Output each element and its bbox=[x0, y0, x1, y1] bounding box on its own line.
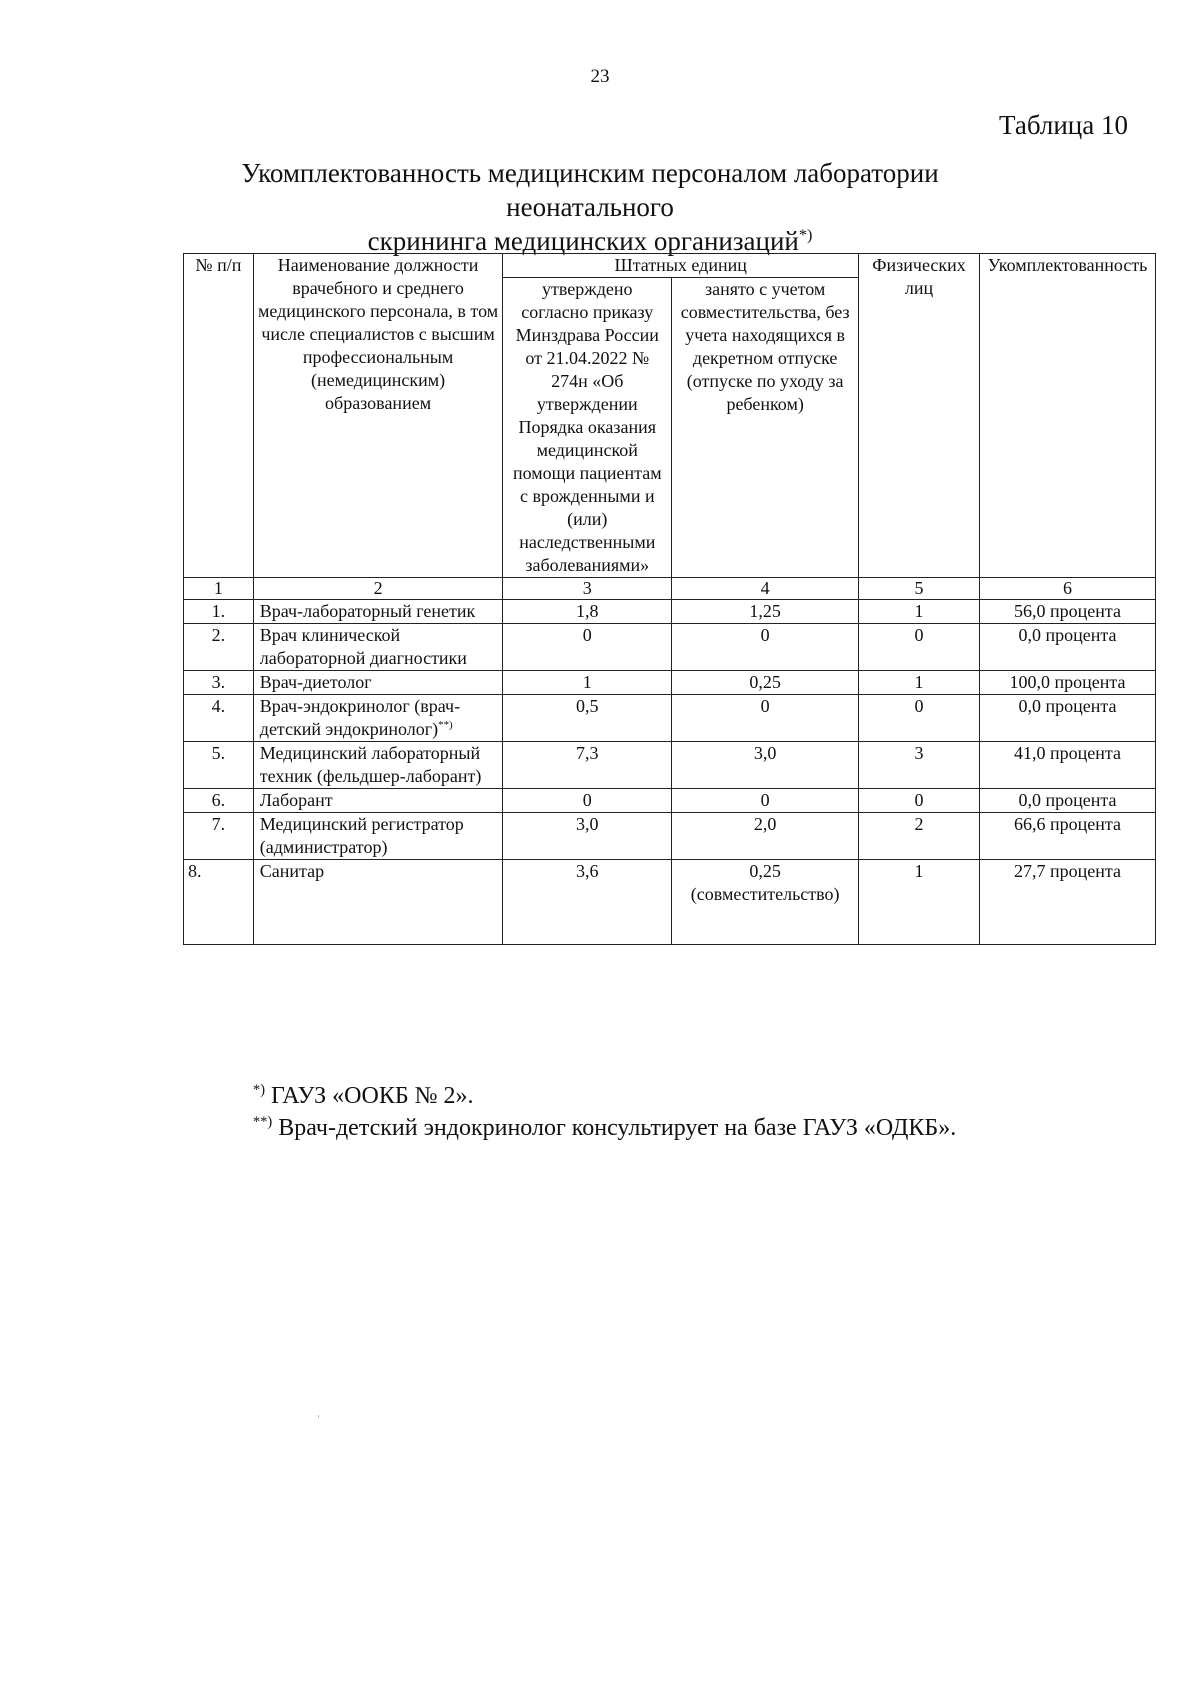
table-label: Таблица 10 bbox=[999, 110, 1128, 140]
column-number: 2 bbox=[253, 578, 503, 600]
footnote-mark: *) bbox=[253, 1082, 265, 1098]
position-name: Санитар bbox=[253, 860, 503, 945]
occupied-units: 0,25 bbox=[672, 671, 859, 695]
table-row bbox=[184, 695, 1156, 742]
approved-units: 0,5 bbox=[503, 695, 672, 742]
row-number: 4. bbox=[184, 695, 254, 742]
table-row bbox=[184, 600, 1156, 624]
table-row bbox=[184, 813, 1156, 860]
physical-persons: 0 bbox=[859, 695, 980, 742]
row-number: 5. bbox=[184, 742, 254, 789]
column-number: 5 bbox=[859, 578, 980, 600]
header-staff-units: Штатных единиц bbox=[503, 254, 859, 278]
completeness-value: 66,6 процента bbox=[979, 813, 1155, 860]
completeness-value: 0,0 процента bbox=[979, 624, 1155, 671]
occupied-units: 2,0 bbox=[672, 813, 859, 860]
title-line-1: Укомплектованность медицинским персоналом лаборатории неонатального bbox=[241, 158, 939, 222]
completeness-value: 27,7 процента bbox=[979, 860, 1155, 945]
approved-units: 7,3 bbox=[503, 742, 672, 789]
occupied-units: 1,25 bbox=[672, 600, 859, 624]
row-number: 2. bbox=[184, 624, 254, 671]
physical-persons: 1 bbox=[859, 860, 980, 945]
table-row bbox=[184, 671, 1156, 695]
physical-persons: 0 bbox=[859, 789, 980, 813]
row-number: 6. bbox=[184, 789, 254, 813]
completeness-value: 0,0 процента bbox=[979, 695, 1155, 742]
staffing-table bbox=[183, 253, 1156, 945]
approved-units: 3,0 bbox=[503, 813, 672, 860]
occupied-units: 3,0 bbox=[672, 742, 859, 789]
completeness-value: 41,0 процента bbox=[979, 742, 1155, 789]
position-name: Врач-эндокринолог (врач-детский эндокринолог)**) bbox=[253, 695, 503, 742]
position-name: Лаборант bbox=[253, 789, 503, 813]
row-number: 7. bbox=[184, 813, 254, 860]
approved-units: 3,6 bbox=[503, 860, 672, 945]
footnotes bbox=[253, 1080, 956, 1144]
occupied-units: 0 bbox=[672, 695, 859, 742]
completeness-value: 56,0 процента bbox=[979, 600, 1155, 624]
footnote-text: ГАУЗ «ООКБ № 2». bbox=[265, 1083, 474, 1109]
occupied-units: 0 bbox=[672, 624, 859, 671]
header-completeness: Укомплектованность bbox=[979, 254, 1155, 578]
position-footnote-mark: **) bbox=[438, 719, 453, 731]
header-occupied: занято с учетом совместительства, без учета находящихся в декретном отпуске (отпуске по уходу за ребенком) bbox=[672, 278, 859, 578]
footnote-text: Врач-детский эндокринолог консультирует на базе ГАУЗ «ОДКБ». bbox=[272, 1115, 957, 1141]
document-title bbox=[160, 156, 1020, 258]
column-numbers-row bbox=[184, 578, 1156, 600]
position-name: Врач-диетолог bbox=[253, 671, 503, 695]
footnote bbox=[253, 1080, 956, 1112]
table-row bbox=[184, 860, 1156, 945]
position-name: Медицинский лабораторный техник (фельдшер-лаборант) bbox=[253, 742, 503, 789]
physical-persons: 1 bbox=[859, 671, 980, 695]
table-row bbox=[184, 624, 1156, 671]
footnote-mark: **) bbox=[253, 1114, 273, 1130]
table-row bbox=[184, 742, 1156, 789]
approved-units: 1 bbox=[503, 671, 672, 695]
position-name: Медицинский регистратор (администратор) bbox=[253, 813, 503, 860]
position-name: Врач клинической лабораторной диагностики bbox=[253, 624, 503, 671]
column-number: 1 bbox=[184, 578, 254, 600]
header-physical-persons: Физических лиц bbox=[859, 254, 980, 578]
approved-units: 0 bbox=[503, 789, 672, 813]
column-number: 3 bbox=[503, 578, 672, 600]
occupied-units: 0 bbox=[672, 789, 859, 813]
occupied-units: 0,25 (совместительство) bbox=[672, 860, 859, 945]
completeness-value: 100,0 процента bbox=[979, 671, 1155, 695]
completeness-value: 0,0 процента bbox=[979, 789, 1155, 813]
header-num: № п/п bbox=[184, 254, 254, 578]
physical-persons: 1 bbox=[859, 600, 980, 624]
physical-persons: 2 bbox=[859, 813, 980, 860]
table-row bbox=[184, 789, 1156, 813]
row-number: 1. bbox=[184, 600, 254, 624]
column-number: 4 bbox=[672, 578, 859, 600]
physical-persons: 3 bbox=[859, 742, 980, 789]
header-position-name: Наименование должности врачебного и среднего медицинского персонала, в том числе специалистов с высшим профессиональным (немедицинским) образованием bbox=[253, 254, 503, 578]
header-approved: утверждено согласно приказу Минздрава России от 21.04.2022 № 274н «Об утверждении Порядка оказания медицинской помощи пациентам с врожденными и (или) наследственными заболеваниями» bbox=[503, 278, 672, 578]
approved-units: 0 bbox=[503, 624, 672, 671]
title-footnote-mark: *) bbox=[798, 226, 813, 244]
footnote bbox=[253, 1112, 956, 1144]
approved-units: 1,8 bbox=[503, 600, 672, 624]
title-line-2: скрининга медицинских организаций bbox=[367, 226, 799, 256]
page-number: 23 bbox=[590, 66, 610, 87]
row-number: 8. bbox=[184, 860, 254, 945]
physical-persons: 0 bbox=[859, 624, 980, 671]
column-number: 6 bbox=[979, 578, 1155, 600]
row-number: 3. bbox=[184, 671, 254, 695]
position-name: Врач-лабораторный генетик bbox=[253, 600, 503, 624]
scan-artifact bbox=[318, 1415, 319, 1418]
header-row-1 bbox=[184, 254, 1156, 278]
